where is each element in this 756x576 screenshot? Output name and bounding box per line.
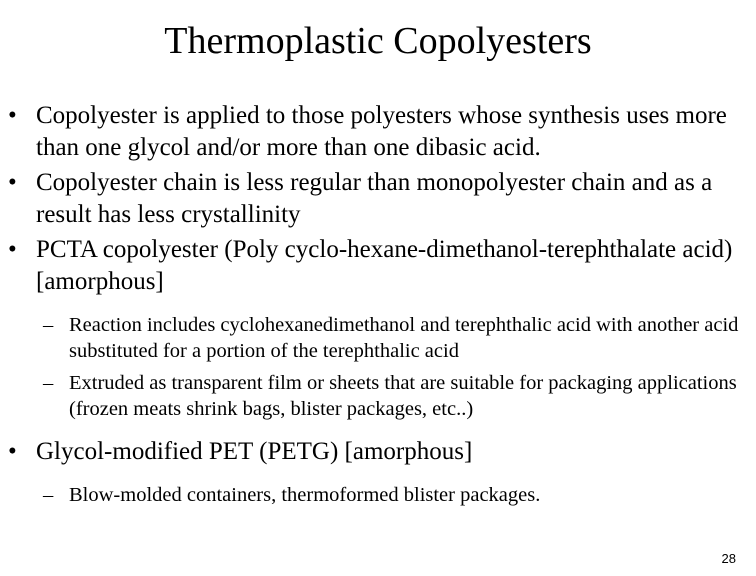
sub-bullet-text: Extruded as transparent film or sheets that are suitable for packaging applications (frozen meats shrink bags, blister packages, etc..) <box>69 372 737 420</box>
slide-title: Thermoplastic Copolyesters <box>164 20 592 62</box>
bullet-text: Copolyester chain is less regular than monopolyester chain and as a result has less crystallinity <box>36 169 713 228</box>
bullet-text: Copolyester is applied to those polyesters whose synthesis uses more than one glycol and/or more than one dibasic acid. <box>36 102 727 161</box>
sub-bullet-item <box>0 482 756 508</box>
bullet-item <box>0 234 756 298</box>
bullet-item <box>0 167 756 231</box>
bullet-marker: • <box>8 169 17 196</box>
sub-bullet-text: Reaction includes cyclohexanedimethanol and terephthalic acid with another acid substituted for a portion of the terephthalic acid <box>69 314 739 362</box>
sub-bullet-item <box>0 312 756 364</box>
bullet-item <box>0 100 756 164</box>
sub-bullet-marker: – <box>43 314 54 336</box>
bullet-text: PCTA copolyester (Poly cyclo-hexane-dimethanol-terephthalate acid) [amorphous] <box>36 236 733 295</box>
bullet-marker: • <box>8 102 17 129</box>
sub-bullet-marker: – <box>43 372 54 394</box>
sub-bullet-marker: – <box>43 484 54 506</box>
slide-content <box>0 100 756 508</box>
sub-bullet-text: Blow-molded containers, thermoformed blister packages. <box>69 484 541 506</box>
bullet-item <box>0 436 756 468</box>
slide-number: 28 <box>721 551 736 566</box>
bullet-marker: • <box>8 236 17 263</box>
bullet-marker: • <box>8 438 17 465</box>
bullet-text: Glycol-modified PET (PETG) [amorphous] <box>36 438 473 465</box>
sub-bullet-item <box>0 370 756 422</box>
